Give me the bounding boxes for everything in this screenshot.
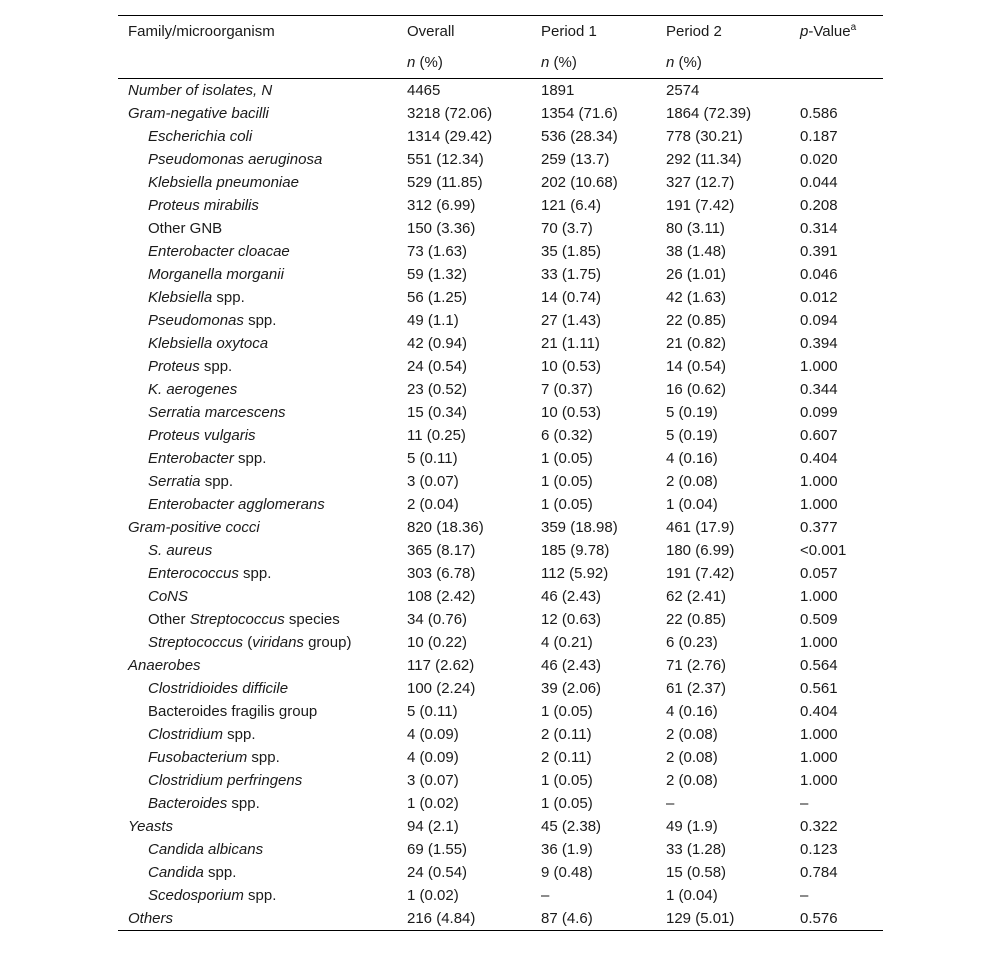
organism-name <box>148 769 302 792</box>
overall-value: 69 (1.55) <box>407 841 468 858</box>
table-row <box>118 309 883 332</box>
organism-name-part: spp. <box>223 726 256 743</box>
pvalue: 1.000 <box>800 726 838 743</box>
period1-value: 1 (0.05) <box>541 795 593 812</box>
period2-value: 80 (3.11) <box>666 220 725 237</box>
pvalue: 1.000 <box>800 634 838 651</box>
organism-name <box>148 562 271 585</box>
period2-value: 1 (0.04) <box>666 496 718 513</box>
organism-name-part: Proteus mirabilis <box>148 197 259 214</box>
table-row <box>118 861 883 884</box>
period1-value: 121 (6.4) <box>541 197 602 214</box>
organism-name-part: Proteus <box>148 358 200 375</box>
overall-value: 1314 (29.42) <box>407 128 493 145</box>
table-row <box>118 838 883 861</box>
organism-name <box>148 309 276 332</box>
organism-name <box>148 631 351 654</box>
pvalue: 0.322 <box>800 818 838 835</box>
organism-name-part: Klebsiella pneumoniae <box>148 174 299 191</box>
period1-value: 1354 (71.6) <box>541 105 618 122</box>
table-row <box>118 378 883 401</box>
period2-value: 327 (12.7) <box>666 174 735 191</box>
overall-value: 10 (0.22) <box>407 634 468 651</box>
organism-name-part: Bacteroides <box>148 795 228 812</box>
organism-name-part: Candida albicans <box>148 841 264 858</box>
organism-name <box>148 884 276 907</box>
organism-name-part: Enterococcus <box>148 565 239 582</box>
organism-name <box>148 378 237 401</box>
period2-value: – <box>666 795 675 812</box>
pvalue: 0.044 <box>800 174 838 191</box>
overall-value: 42 (0.94) <box>407 335 468 352</box>
period2-value: 42 (1.63) <box>666 289 727 306</box>
subheader-n: n <box>666 54 675 71</box>
organism-name <box>148 700 317 723</box>
table-row <box>118 723 883 746</box>
period2-value: 180 (6.99) <box>666 542 735 559</box>
organism-name-part: Escherichia coli <box>148 128 253 145</box>
table-row <box>118 746 883 769</box>
table-row <box>118 700 883 723</box>
header-period1: Period 1 <box>541 23 597 40</box>
overall-value: 23 (0.52) <box>407 381 468 398</box>
table-body <box>118 79 883 930</box>
organism-name-part: spp. <box>243 312 277 329</box>
organism-name-part: CoNS <box>148 588 189 605</box>
period2-value: 16 (0.62) <box>666 381 727 398</box>
table-row <box>118 171 883 194</box>
organism-name <box>128 654 201 677</box>
pvalue: 0.094 <box>800 312 838 329</box>
overall-value: 820 (18.36) <box>407 519 484 536</box>
period2-value: 4 (0.16) <box>666 450 718 467</box>
organism-name-part: Pseudomonas <box>148 312 244 329</box>
table-row <box>118 217 883 240</box>
organism-name-part: spp. <box>243 887 277 904</box>
organism-name <box>148 861 236 884</box>
period2-value: 2 (0.08) <box>666 749 718 766</box>
pvalue: 0.404 <box>800 703 838 720</box>
organism-name-part: Morganella morganii <box>148 266 284 283</box>
organism-name-part: Clostridioides difficile <box>148 680 289 697</box>
overall-value: 34 (0.76) <box>407 611 468 628</box>
period1-value: 1 (0.05) <box>541 496 593 513</box>
period1-value: 1 (0.05) <box>541 703 593 720</box>
period2-value: 2 (0.08) <box>666 473 718 490</box>
organism-name <box>148 539 212 562</box>
period2-value: 22 (0.85) <box>666 611 727 628</box>
subheader-n: n <box>407 54 416 71</box>
overall-value: 108 (2.42) <box>407 588 476 605</box>
table-row <box>118 240 883 263</box>
organism-name <box>128 79 272 102</box>
period2-value: 129 (5.01) <box>666 910 735 927</box>
overall-value: 24 (0.54) <box>407 864 468 881</box>
table-row <box>118 884 883 907</box>
period1-value: 2 (0.11) <box>541 749 592 766</box>
table-row <box>118 263 883 286</box>
period1-value: 39 (2.06) <box>541 680 602 697</box>
organism-name <box>148 677 288 700</box>
period2-value: 2 (0.08) <box>666 772 718 789</box>
period1-value: – <box>541 887 550 904</box>
overall-value: 1 (0.02) <box>407 887 459 904</box>
organism-name-part: Proteus vulgaris <box>148 427 256 444</box>
table-row <box>118 447 883 470</box>
organism-name <box>148 125 252 148</box>
table-row <box>118 562 883 585</box>
period2-value: 191 (7.42) <box>666 565 735 582</box>
table-row <box>118 332 883 355</box>
period1-value: 70 (3.7) <box>541 220 593 237</box>
table-row <box>118 148 883 171</box>
period1-value: 4 (0.21) <box>541 634 593 651</box>
organism-name-part: spp. <box>247 749 280 766</box>
organism-name <box>148 792 260 815</box>
table-row <box>118 516 883 539</box>
pvalue: 1.000 <box>800 749 838 766</box>
organism-name-part: Other GNB <box>148 220 223 237</box>
organism-name-part: spp. <box>227 795 260 812</box>
pvalue: <0.001 <box>800 542 847 559</box>
overall-value: 5 (0.11) <box>407 703 458 720</box>
period1-value: 2 (0.11) <box>541 726 592 743</box>
organism-name-part: Candida <box>148 864 204 881</box>
pvalue: 1.000 <box>800 473 838 490</box>
period1-value: 21 (1.11) <box>541 335 600 352</box>
overall-value: 4 (0.09) <box>407 726 459 743</box>
pvalue: 0.564 <box>800 657 838 674</box>
period1-value: 202 (10.68) <box>541 174 618 191</box>
pvalue: 0.394 <box>800 335 838 352</box>
organism-name <box>148 240 290 263</box>
organism-name <box>148 608 340 631</box>
pvalue: 0.377 <box>800 519 838 536</box>
organism-name-part: Number of isolates, N <box>128 82 273 99</box>
overall-value: 3218 (72.06) <box>407 105 493 122</box>
period1-value: 87 (4.6) <box>541 910 593 927</box>
organism-name <box>148 217 222 240</box>
organism-name <box>148 424 256 447</box>
organism-name <box>148 171 299 194</box>
pvalue: 1.000 <box>800 772 838 789</box>
period2-value: 15 (0.58) <box>666 864 727 881</box>
header-pvalue-p: p <box>800 23 809 40</box>
table-row <box>118 125 883 148</box>
overall-value: 5 (0.11) <box>407 450 458 467</box>
organism-name-part: Serratia marcescens <box>148 404 286 421</box>
table-row <box>118 493 883 516</box>
pvalue: 0.314 <box>800 220 838 237</box>
organism-name-part: Enterobacter cloacae <box>148 243 290 260</box>
isolates-table <box>118 15 883 931</box>
pvalue: 0.391 <box>800 243 838 260</box>
overall-value: 56 (1.25) <box>407 289 468 306</box>
table-row <box>118 79 883 102</box>
period2-value: 2574 <box>666 82 700 99</box>
organism-name <box>128 815 173 838</box>
organism-name <box>128 516 260 539</box>
organism-name-part: Other <box>148 611 190 628</box>
organism-name <box>148 263 284 286</box>
period1-value: 12 (0.63) <box>541 611 602 628</box>
organism-name-part: spp. <box>238 565 272 582</box>
header-family: Family/microorganism <box>128 23 275 40</box>
organism-name-part: Gram-positive cocci <box>128 519 260 536</box>
pvalue: – <box>800 887 809 904</box>
pvalue: 0.561 <box>800 680 838 697</box>
pvalue: 0.607 <box>800 427 838 444</box>
pvalue: 0.586 <box>800 105 838 122</box>
table-row <box>118 355 883 378</box>
pvalue: 0.123 <box>800 841 838 858</box>
organism-name-part: ( <box>243 634 253 651</box>
period1-value: 112 (5.92) <box>541 565 609 582</box>
overall-value: 117 (2.62) <box>407 657 475 674</box>
organism-name-part: spp. <box>233 450 267 467</box>
table-row <box>118 194 883 217</box>
subheader-period2 <box>666 54 702 72</box>
organism-name <box>128 907 173 930</box>
organism-name <box>148 746 280 769</box>
pvalue: 0.187 <box>800 128 838 145</box>
table-row <box>118 470 883 493</box>
organism-name-part: Gram-negative bacilli <box>128 105 269 122</box>
overall-value: 100 (2.24) <box>407 680 476 697</box>
pvalue: 0.404 <box>800 450 838 467</box>
organism-name-part: Fusobacterium <box>148 749 248 766</box>
organism-name-part: group) <box>303 634 352 651</box>
subheader-period1 <box>541 54 577 72</box>
period2-value: 61 (2.37) <box>666 680 727 697</box>
period2-value: 21 (0.82) <box>666 335 727 352</box>
period1-value: 46 (2.43) <box>541 588 602 605</box>
period1-value: 536 (28.34) <box>541 128 618 145</box>
overall-value: 2 (0.04) <box>407 496 459 513</box>
period2-value: 33 (1.28) <box>666 841 727 858</box>
table-row <box>118 907 883 930</box>
table-row <box>118 815 883 838</box>
organism-name <box>128 102 269 125</box>
organism-name <box>148 286 245 309</box>
organism-name-part: Bacteroides fragilis group <box>148 703 318 720</box>
period1-value: 10 (0.53) <box>541 404 602 421</box>
overall-value: 365 (8.17) <box>407 542 476 559</box>
header-pvalue-footnote: a <box>850 22 857 33</box>
organism-name-part: Streptococcus <box>148 634 244 651</box>
pvalue: 0.099 <box>800 404 838 421</box>
period1-value: 33 (1.75) <box>541 266 602 283</box>
overall-value: 303 (6.78) <box>407 565 476 582</box>
table-row <box>118 286 883 309</box>
organism-name-part: Enterobacter <box>148 450 234 467</box>
organism-name-part: Clostridium perfringens <box>148 772 303 789</box>
header-period2: Period 2 <box>666 23 722 40</box>
subheader-pct: (%) <box>415 54 443 71</box>
overall-value: 59 (1.32) <box>407 266 468 283</box>
organism-name-part: Enterobacter agglomerans <box>148 496 325 513</box>
period1-value: 1 (0.05) <box>541 450 593 467</box>
pvalue: – <box>800 795 809 812</box>
subheader-pct: (%) <box>549 54 577 71</box>
organism-name <box>148 355 232 378</box>
period2-value: 5 (0.19) <box>666 427 718 444</box>
organism-name-part: Scedosporium <box>148 887 244 904</box>
header-pvalue-rest: -Value <box>808 23 851 40</box>
organism-name-part: Others <box>128 910 174 927</box>
overall-value: 15 (0.34) <box>407 404 468 421</box>
pvalue: 0.046 <box>800 266 838 283</box>
organism-name-part: spp. <box>199 358 233 375</box>
overall-value: 94 (2.1) <box>407 818 459 835</box>
period1-value: 359 (18.98) <box>541 519 618 536</box>
organism-name <box>148 148 322 171</box>
table-row <box>118 608 883 631</box>
period2-value: 4 (0.16) <box>666 703 718 720</box>
overall-value: 11 (0.25) <box>407 427 466 444</box>
table-row <box>118 401 883 424</box>
table-row <box>118 539 883 562</box>
period1-value: 46 (2.43) <box>541 657 602 674</box>
organism-name-part: species <box>284 611 340 628</box>
table-row <box>118 585 883 608</box>
overall-value: 150 (3.36) <box>407 220 476 237</box>
period1-value: 27 (1.43) <box>541 312 602 329</box>
organism-name-part: spp. <box>203 864 237 881</box>
overall-value: 4 (0.09) <box>407 749 459 766</box>
period1-value: 10 (0.53) <box>541 358 602 375</box>
period2-value: 26 (1.01) <box>666 266 727 283</box>
period2-value: 191 (7.42) <box>666 197 735 214</box>
organism-name-part: viridans <box>252 634 304 651</box>
table-row <box>118 424 883 447</box>
period2-value: 6 (0.23) <box>666 634 718 651</box>
pvalue: 0.784 <box>800 864 838 881</box>
pvalue: 0.344 <box>800 381 838 398</box>
header-pvalue <box>800 23 856 41</box>
period1-value: 259 (13.7) <box>541 151 610 168</box>
table-row <box>118 792 883 815</box>
table-row <box>118 102 883 125</box>
pvalue: 1.000 <box>800 358 838 375</box>
subheader-overall <box>407 54 443 72</box>
organism-name-part: Yeasts <box>128 818 174 835</box>
period2-value: 5 (0.19) <box>666 404 718 421</box>
overall-value: 1 (0.02) <box>407 795 459 812</box>
pvalue: 0.509 <box>800 611 838 628</box>
period1-value: 36 (1.9) <box>541 841 593 858</box>
organism-name-part: S. aureus <box>148 542 213 559</box>
period2-value: 778 (30.21) <box>666 128 743 145</box>
organism-name-part: Serratia <box>148 473 201 490</box>
overall-value: 216 (4.84) <box>407 910 476 927</box>
period1-value: 6 (0.32) <box>541 427 593 444</box>
overall-value: 3 (0.07) <box>407 772 459 789</box>
period1-value: 35 (1.85) <box>541 243 602 260</box>
overall-value: 73 (1.63) <box>407 243 468 260</box>
overall-value: 4465 <box>407 82 441 99</box>
organism-name-part: Klebsiella oxytoca <box>148 335 269 352</box>
period1-value: 185 (9.78) <box>541 542 610 559</box>
period2-value: 22 (0.85) <box>666 312 727 329</box>
period2-value: 14 (0.54) <box>666 358 727 375</box>
organism-name <box>148 723 256 746</box>
period1-value: 1 (0.05) <box>541 473 593 490</box>
period2-value: 38 (1.48) <box>666 243 727 260</box>
organism-name-part: Clostridium <box>148 726 224 743</box>
organism-name <box>148 470 233 493</box>
table-row <box>118 654 883 677</box>
pvalue: 0.020 <box>800 151 838 168</box>
overall-value: 24 (0.54) <box>407 358 468 375</box>
pvalue: 0.576 <box>800 910 838 927</box>
period2-value: 1864 (72.39) <box>666 105 752 122</box>
period2-value: 71 (2.76) <box>666 657 727 674</box>
period2-value: 1 (0.04) <box>666 887 718 904</box>
overall-value: 312 (6.99) <box>407 197 476 214</box>
organism-name-part: Klebsiella <box>148 289 213 306</box>
period1-value: 7 (0.37) <box>541 381 593 398</box>
period1-value: 1891 <box>541 82 575 99</box>
subheader-pct: (%) <box>674 54 702 71</box>
period2-value: 2 (0.08) <box>666 726 718 743</box>
organism-name-part: K. aerogenes <box>148 381 238 398</box>
subheader-n: n <box>541 54 550 71</box>
table-header <box>118 16 883 79</box>
organism-name <box>148 838 263 861</box>
overall-value: 551 (12.34) <box>407 151 484 168</box>
organism-name-part: Streptococcus <box>189 611 285 628</box>
period2-value: 62 (2.41) <box>666 588 727 605</box>
organism-name <box>148 332 268 355</box>
pvalue: 0.057 <box>800 565 838 582</box>
period1-value: 9 (0.48) <box>541 864 593 881</box>
header-overall: Overall <box>407 23 455 40</box>
organism-name <box>148 447 266 470</box>
table-row <box>118 631 883 654</box>
period2-value: 49 (1.9) <box>666 818 718 835</box>
organism-name-part: spp. <box>200 473 234 490</box>
pvalue: 1.000 <box>800 588 838 605</box>
organism-name <box>148 585 188 608</box>
organism-name-part: Pseudomonas aeruginosa <box>148 151 323 168</box>
organism-name-part: Anaerobes <box>128 657 201 674</box>
overall-value: 3 (0.07) <box>407 473 459 490</box>
organism-name <box>148 401 286 424</box>
period1-value: 1 (0.05) <box>541 772 593 789</box>
table-row <box>118 677 883 700</box>
period2-value: 292 (11.34) <box>666 151 742 168</box>
pvalue: 0.208 <box>800 197 838 214</box>
organism-name-part: spp. <box>212 289 245 306</box>
pvalue: 1.000 <box>800 496 838 513</box>
organism-name <box>148 194 259 217</box>
period2-value: 461 (17.9) <box>666 519 735 536</box>
overall-value: 49 (1.1) <box>407 312 459 329</box>
pvalue: 0.012 <box>800 289 838 306</box>
table-row <box>118 769 883 792</box>
period1-value: 45 (2.38) <box>541 818 602 835</box>
organism-name <box>148 493 325 516</box>
period1-value: 14 (0.74) <box>541 289 602 306</box>
overall-value: 529 (11.85) <box>407 174 483 191</box>
